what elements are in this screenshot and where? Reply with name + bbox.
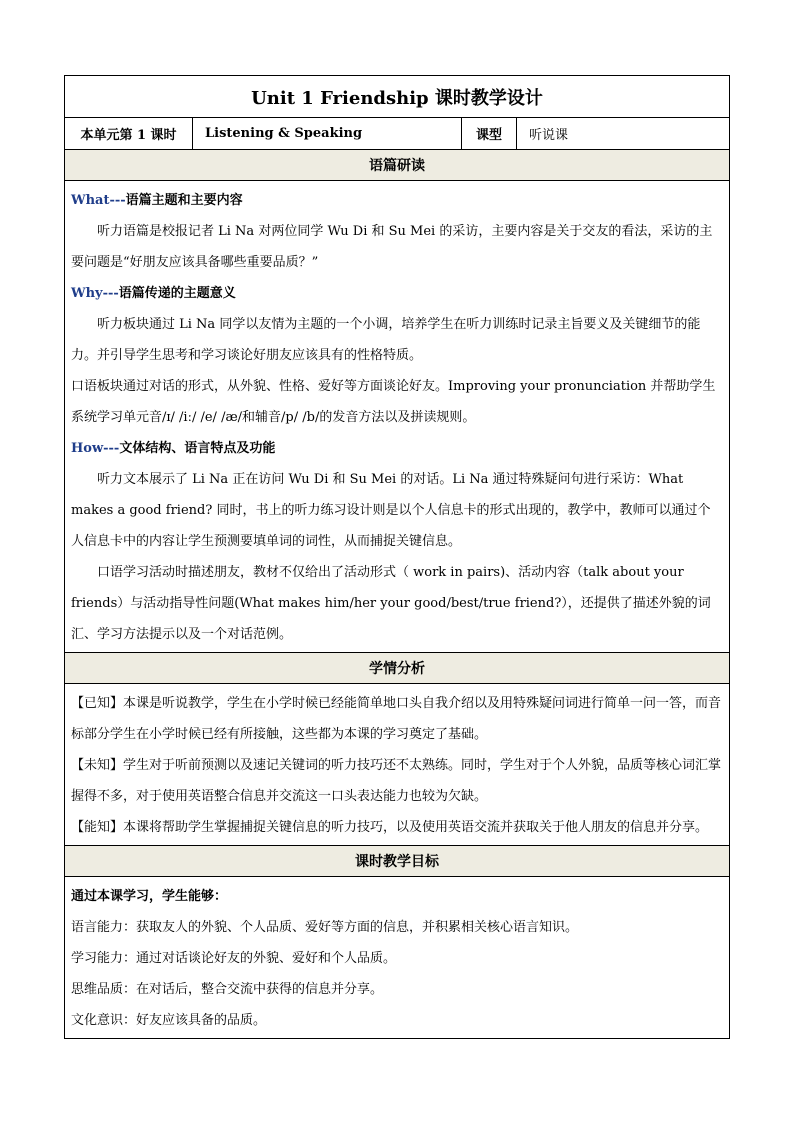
objective-language: 语言能力：获取友人的外貌、个人品质、爱好等方面的信息，并积累相关核心语言知识。 xyxy=(71,920,579,935)
able-paragraph: 【能知】本课将帮助学生掌握捕捉关键信息的听力技巧，以及使用英语交流并获取关于他人朋友的信息并分享。 xyxy=(71,820,709,835)
section-heading-objectives: 课时教学目标 xyxy=(65,846,730,877)
what-paragraph: 听力语篇是校报记者 Li Na 对两位同学 Wu Di 和 Su Mei 的采访，主要内容是关于交友的看法，采访的主要问题是“好朋友应该具备哪些重要品质？” xyxy=(71,224,713,270)
learner-analysis-content xyxy=(65,684,730,846)
how-paragraph-speaking: 口语学习活动时描述朋友，教材不仅给出了活动形式（ work in pairs)、活动内容（talk about your friends）与活动指导性问题(What makes him/her your good/best/true friend?），还提供了描述外貌的词汇、学习方法提示以及一个对话范例。 xyxy=(71,565,711,642)
lesson-type-label: 课型 xyxy=(462,118,517,150)
how-title: 文体结构、语言特点及功能 xyxy=(119,441,276,456)
what-title: 语篇主题和主要内容 xyxy=(125,193,243,208)
known-paragraph: 【已知】本课是听说教学，学生在小学时候已经能简单地口头自我介绍以及用特殊疑问词进行简单一问一答，而音标部分学生在小学时候已经有所接触，这些都为本课的学习奠定了基础。 xyxy=(71,696,722,742)
objective-learning: 学习能力：通过对话谈论好友的外貌、爱好和个人品质。 xyxy=(71,951,397,966)
why-label: Why--- xyxy=(71,286,119,301)
section-heading-text-study: 语篇研读 xyxy=(65,150,730,181)
lesson-topic: Listening & Speaking xyxy=(193,118,462,150)
objectives-content xyxy=(65,877,730,1039)
objectives-intro: 通过本课学习，学生能够： xyxy=(71,889,228,904)
how-paragraph-listening: 听力文本展示了 Li Na 正在访问 Wu Di 和 Su Mei 的对话。Li Na 通过特殊疑问句进行采访：What makes a good friend? 同时，书上的听力练习设计则是以个人信息卡的形式出现的，教学中，教师可以通过个人信息卡中的内容让学生预测要填单词的词性，从而捕捉关键信息。 xyxy=(71,472,711,549)
how-label: How--- xyxy=(71,441,120,456)
what-heading xyxy=(71,185,723,216)
unknown-paragraph: 【未知】学生对于听前预测以及速记关键词的听力技巧还不太熟练。同时，学生对于个人外貌，品质等核心词汇掌握得不多，对于使用英语整合信息并交流这一口头表达能力也较为欠缺。 xyxy=(71,758,722,804)
how-heading xyxy=(71,433,723,464)
objective-culture: 文化意识：好友应该具备的品质。 xyxy=(71,1013,267,1028)
objective-thinking: 思维品质：在对话后，整合交流中获得的信息并分享。 xyxy=(71,982,384,997)
section-heading-learner-analysis: 学情分析 xyxy=(65,653,730,684)
text-study-content xyxy=(65,181,730,653)
why-paragraph-speaking: 口语板块通过对话的形式，从外貌、性格、爱好等方面谈论好友。Improving your pronunciation 并帮助学生系统学习单元音/ɪ/ /iː/ /e/ /æ/和辅音/p/ /b/的发音方法以及拼读规则。 xyxy=(71,379,716,425)
why-title: 语篇传递的主题意义 xyxy=(118,286,236,301)
what-label: What--- xyxy=(71,193,126,208)
lesson-number-label: 本单元第 1 课时 xyxy=(65,118,193,150)
why-heading xyxy=(71,278,723,309)
document-title: Unit 1 Friendship 课时教学设计 xyxy=(65,76,730,118)
lesson-plan-sheet xyxy=(64,75,729,1039)
lesson-info-row xyxy=(65,118,730,150)
why-paragraph-listening: 听力板块通过 Li Na 同学以友情为主题的一个小调，培养学生在听力训练时记录主旨要义及关键细节的能力。并引导学生思考和学习谈论好朋友应该具有的性格特质。 xyxy=(71,317,701,363)
lesson-type-value: 听说课 xyxy=(517,118,730,150)
lesson-plan-table xyxy=(64,75,730,1039)
